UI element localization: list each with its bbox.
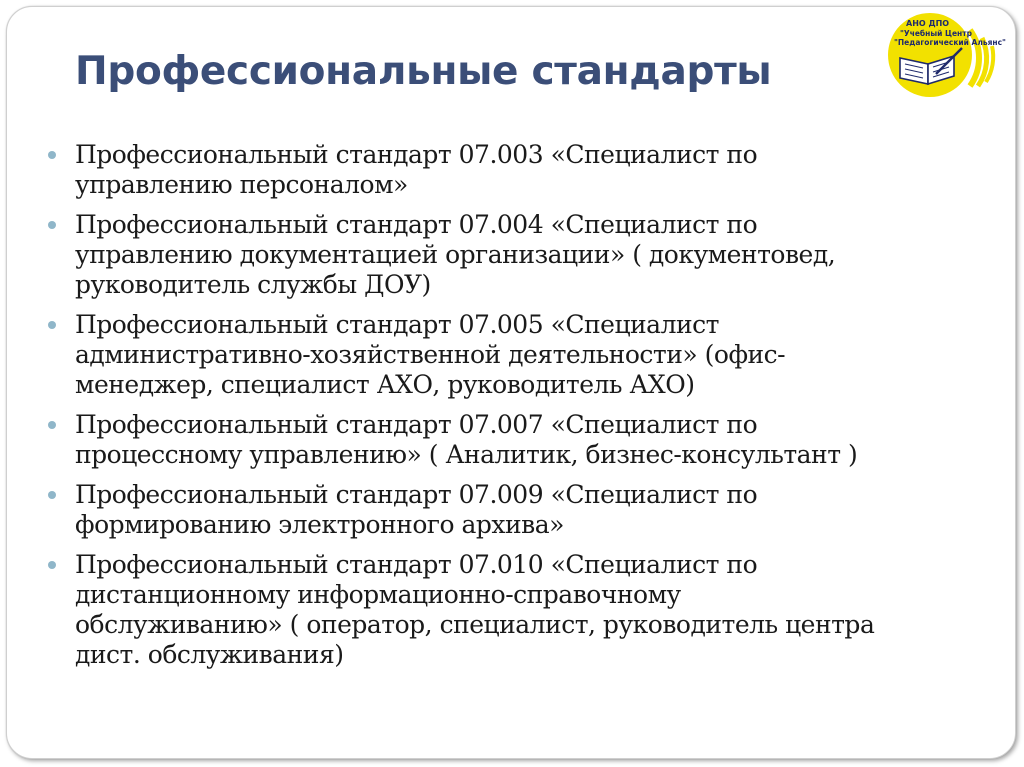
logo-line-2: "Учебный Центр: [900, 29, 972, 38]
logo-graphic: [878, 8, 1014, 98]
bullet-line: дист. обслуживания): [75, 640, 344, 669]
list-item: [48, 410, 978, 470]
list-item: [48, 310, 978, 400]
bullet-line: административно-хозяйственной деятельности» (офис-: [75, 340, 786, 369]
bullet-marker: [48, 321, 56, 329]
bullet-line: Профессиональный стандарт 07.009 «Специалист по: [75, 480, 758, 509]
list-item: [48, 210, 978, 300]
logo-line-1: АНО ДПО: [906, 19, 950, 28]
bullet-marker: [48, 221, 56, 229]
list-item: [48, 480, 978, 540]
bullet-line: руководитель службы ДОУ): [75, 270, 431, 299]
logo-line-3: "Педагогический Альянс": [894, 38, 1006, 47]
bullet-marker: [48, 421, 56, 429]
bullet-line: процессному управлению» ( Аналитик, бизнес-консультант ): [75, 440, 858, 469]
bullet-line: формированию электронного архива»: [75, 510, 564, 539]
slide-title: Профессиональные стандарты: [75, 49, 772, 94]
bullet-line: дистанционному информационно-справочному: [75, 580, 681, 609]
logo: [878, 8, 1014, 98]
bullet-line: управлению персоналом»: [75, 170, 408, 199]
bullet-marker: [48, 151, 56, 159]
bullet-line: управлению документацией организации» ( документовед,: [75, 240, 836, 269]
bullet-marker: [48, 491, 56, 499]
bullet-line: менеджер, специалист АХО, руководитель АХО): [75, 370, 695, 399]
bullet-line: Профессиональный стандарт 07.010 «Специалист по: [75, 550, 758, 579]
bullet-line: Профессиональный стандарт 07.005 «Специалист: [75, 310, 719, 339]
bullet-marker: [48, 561, 56, 569]
list-item: [48, 550, 978, 670]
list-item: [48, 140, 978, 200]
bullet-list: [48, 140, 978, 680]
bullet-line: Профессиональный стандарт 07.007 «Специалист по: [75, 410, 758, 439]
bullet-line: обслуживанию» ( оператор, специалист, руководитель центра: [75, 610, 875, 639]
bullet-line: Профессиональный стандарт 07.003 «Специалист по: [75, 140, 758, 169]
bullet-line: Профессиональный стандарт 07.004 «Специалист по: [75, 210, 758, 239]
